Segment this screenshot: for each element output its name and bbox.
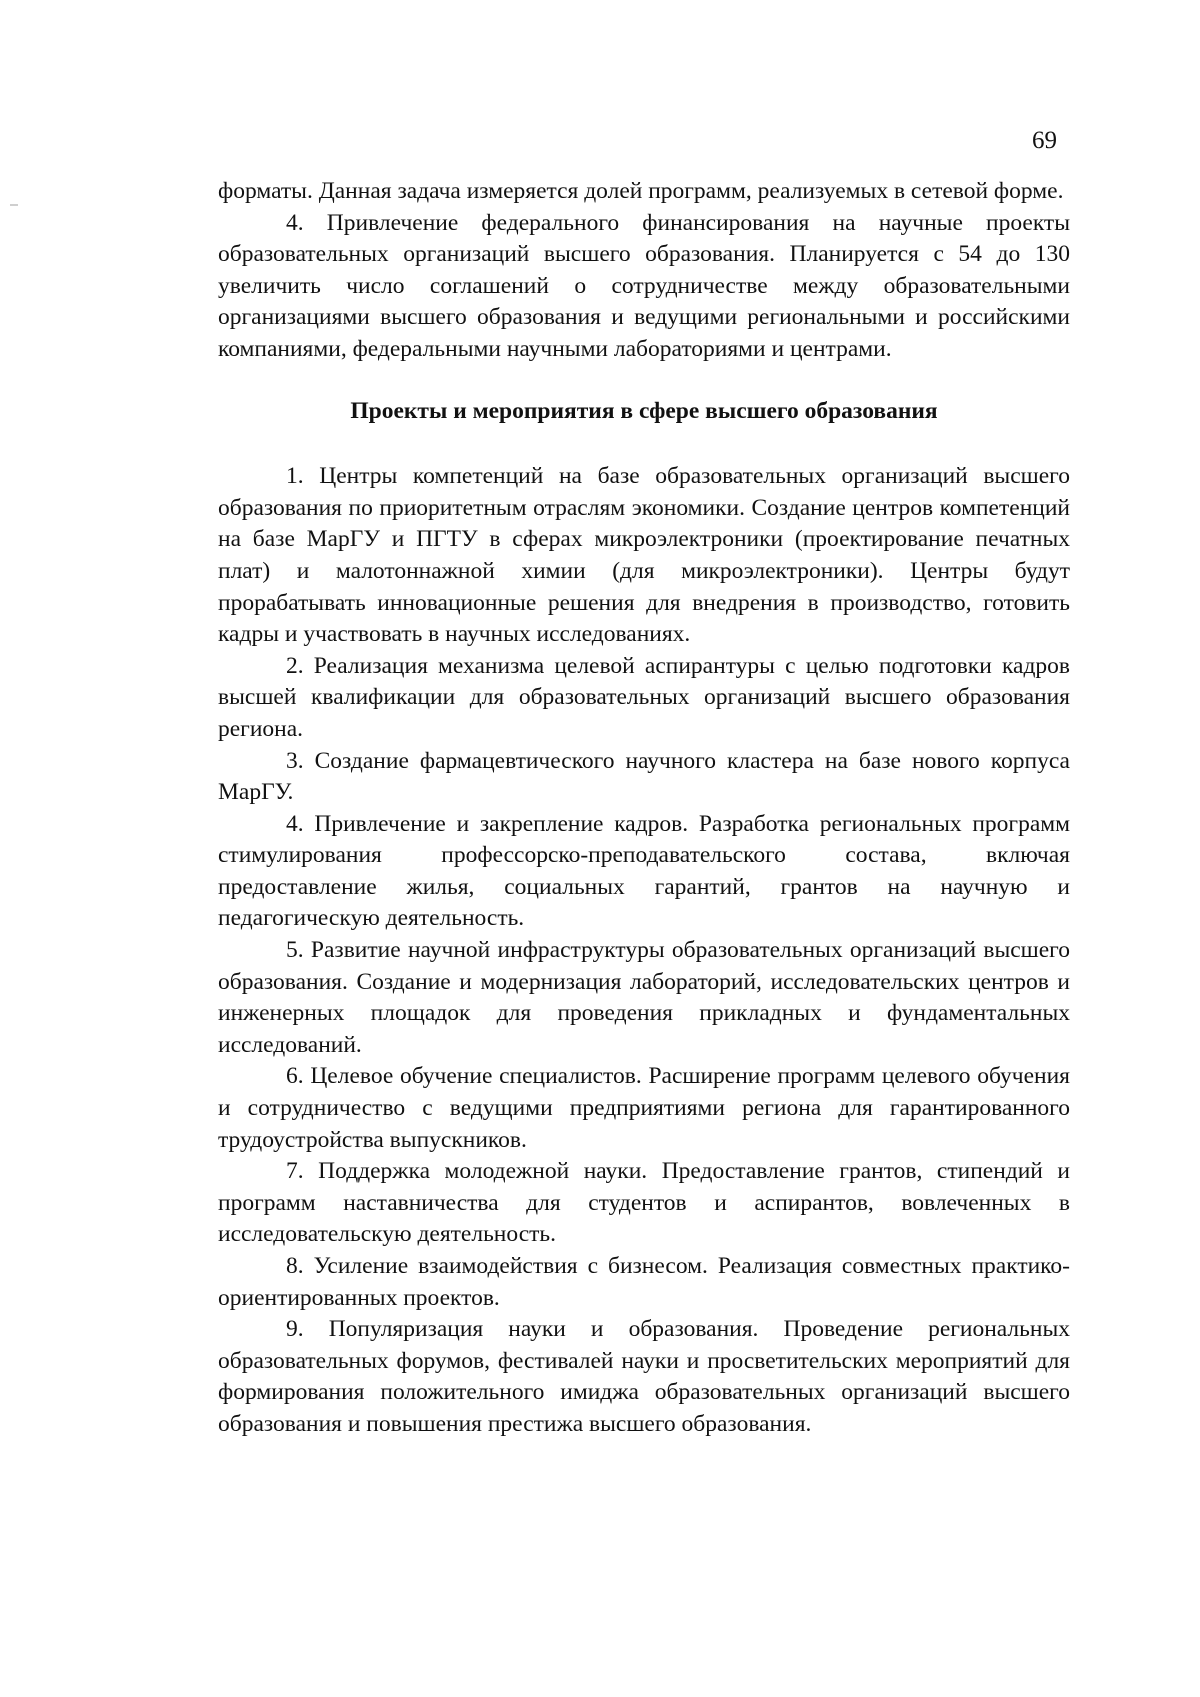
paragraph-item-4-funding: 4. Привлечение федерального финансирования на научные проекты образовательных организаций высшего образования. Планируется с 54 до 130 увеличить число соглашений о сотрудничестве между образовательными организациями высшего образования и ведущими региональными и российскими компаниями, федеральными научными лабораториями и центрами. — [218, 209, 1070, 362]
list-item: 7. Поддержка молодежной науки. Предоставление грантов, стипендий и программ наставничества для студентов и аспирантов, вовлеченных в исследовательскую деятельность. — [218, 1158, 1070, 1248]
list-item: 3. Создание фармацевтического научного кластера на базе нового корпуса МарГУ. — [218, 747, 1070, 806]
page-content — [218, 176, 1070, 1441]
section-heading: Проекты и мероприятия в сфере высшего образования — [350, 397, 938, 424]
list-item: 9. Популяризация науки и образования. Проведение региональных образовательных форумов, фестивалей науки и просветительских мероприятий для формирования положительного имиджа образовательных организаций высшего образования и повышения престижа высшего образования. — [218, 1316, 1070, 1437]
list-item: 4. Привлечение и закрепление кадров. Разработка региональных программ стимулирования профессорско-преподавательского состава, включая предоставление жилья, социальных гарантий, грантов на научную и педагогическую деятельность. — [218, 810, 1070, 932]
list-item: 2. Реализация механизма целевой аспирантуры с целью подготовки кадров высшей квалификации для образовательных организаций высшего образования региона. — [218, 652, 1070, 742]
page-number: 69 — [1032, 127, 1057, 154]
scan-margin-mark — [10, 204, 18, 206]
list-item: 8. Усиление взаимодействия с бизнесом. Реализация совместных практико-ориентированных проектов. — [218, 1253, 1070, 1311]
list-item: 6. Целевое обучение специалистов. Расширение программ целевого обучения и сотрудничество с ведущими предприятиями региона для гарантированного трудоустройства выпускников. — [218, 1063, 1070, 1153]
list-item: 5. Развитие научной инфраструктуры образовательных организаций высшего образования. Создание и модернизация лабораторий, исследовательских центров и инженерных площадок для проведения прикладных и фундаментальных исследований. — [218, 937, 1070, 1058]
paragraph-continuation: форматы. Данная задача измеряется долей программ, реализуемых в сетевой форме. — [218, 178, 1064, 204]
list-item: 1. Центры компетенций на базе образовательных организаций высшего образования по приоритетным отраслям экономики. Создание центров компетенций на базе МарГУ и ПГТУ в сферах микроэлектроники (проектирование печатных плат) и малотоннажной химии (для микроэлектроники). Центры будут прорабатывать инновационные решения для внедрения в производство, готовить кадры и участвовать в научных исследованиях. — [218, 463, 1070, 648]
